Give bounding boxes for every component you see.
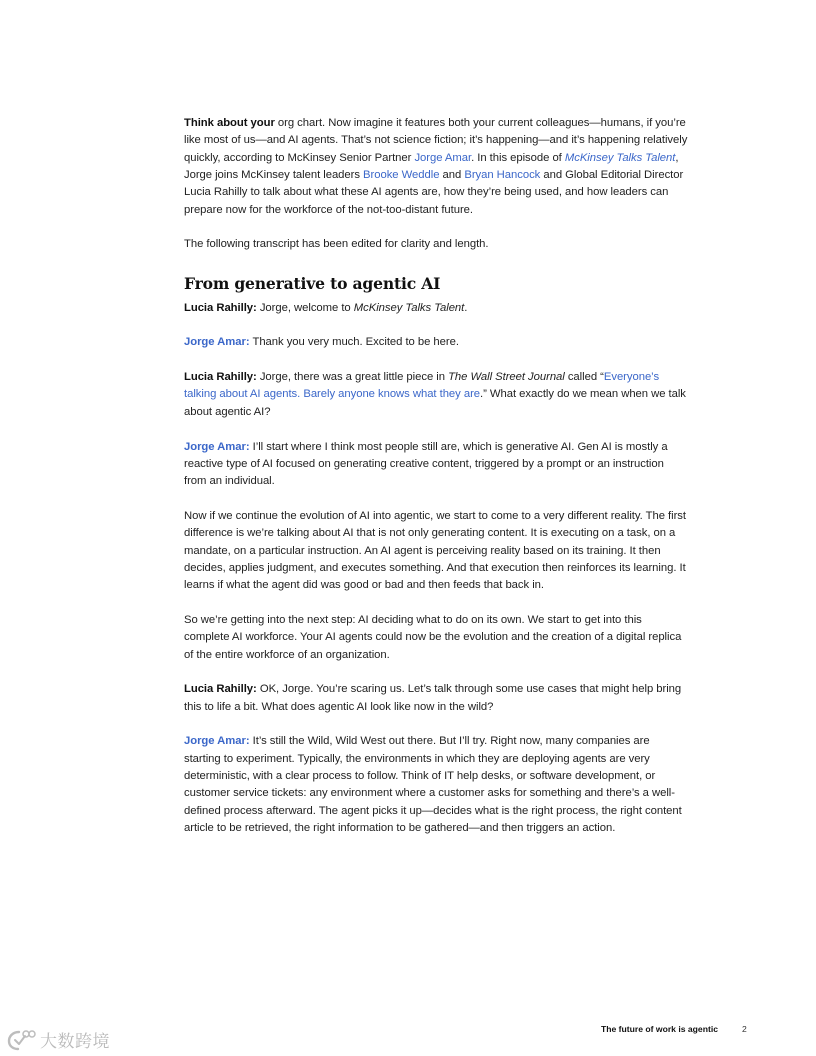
transcript-paragraph: So we’re getting into the next step: AI deciding what to do on its own. We start to get into this complete AI workforce. Your AI agents could now be the evolution and the creation of a digital replica of the entire workforce of an organization. — [184, 613, 682, 661]
footer-title: The future of work is agentic — [601, 1024, 718, 1034]
speaker-label: Lucia Rahilly: — [184, 301, 257, 314]
intro-lead: Think about your — [184, 117, 275, 129]
page-number: 2 — [742, 1024, 747, 1034]
transcript-paragraph: Lucia Rahilly: OK, Jorge. You’re scaring us. Let’s talk through some use cases that might help bring this to life a bit. What does agentic AI look like now in the wild? — [184, 683, 682, 713]
transcript-paragraph: Now if we continue the evolution of AI into agentic, we start to come to a very different reality. The first difference is we’re talking about AI that is not only generating content. It is executing on a task, on a mandate, on a particular instruction. An AI agent is perceiving reality based on its training. It then decides, applies judgment, and executes something. And that execution then reinforces its learning. It learns if what the agent did was good or bad and then feeds that back in. — [184, 509, 686, 592]
intro-paragraph: Think about your org chart. Now imagine it features both your current colleagues—humans, if you’re like most of us—and AI agents. That’s not science fiction; it’s happening—and it’s happening relatively quickly, according to McKinsey Senior Partner Jorge Amar. In this episode of McKinsey Talks Talent, Jorge joins McKinsey talent leaders Brooke Weddle and Bryan Hancock and Global Editorial Director Lucia Rahilly to talk about what these AI agents are, how they’re being used, and how leaders can prepare now for the workforce of the not-too-distant future. — [184, 117, 688, 216]
transcript-paragraph: Lucia Rahilly: Jorge, welcome to McKinsey Talks Talent. — [184, 301, 468, 314]
section-heading: From generative to agentic AI — [184, 273, 441, 293]
show-title: McKinsey Talks Talent — [353, 301, 465, 314]
link-bryan-hancock[interactable]: Bryan Hancock — [464, 169, 541, 182]
link-mckinsey-talks-talent[interactable]: McKinsey Talks Talent — [564, 151, 676, 164]
watermark — [6, 1027, 110, 1052]
speaker-label: Lucia Rahilly: — [184, 683, 257, 696]
speaker-label: Lucia Rahilly: — [184, 371, 257, 384]
link-jorge-amar[interactable]: Jorge Amar — [414, 151, 472, 164]
article-body — [184, 115, 688, 855]
link-brooke-weddle[interactable]: Brooke Weddle — [363, 169, 440, 182]
watermark-logo-icon — [6, 1028, 38, 1052]
transcript-paragraph: Lucia Rahilly: Jorge, there was a great little piece in The Wall Street Journal called “Everyone’s talking about AI agents. Barely anyone knows what they are.” What exactly do we mean when we talk about agentic AI? — [184, 371, 686, 418]
speaker-label: Jorge Amar: — [184, 440, 250, 453]
publication-title: The Wall Street Journal — [448, 371, 565, 384]
transcript-paragraph: Jorge Amar: It’s still the Wild, Wild West out there. But I’ll try. Right now, many companies are starting to experiment. Typically, the environments in which they are deploying agents are very deterministic, with a clear process to follow. Think of IT help desks, or software development, or customer service tickets: any environment where a customer asks for something and there’s a well-defined process afterward. The agent picks it up—decides what is the right process, the right content article to be retrieved, the right information to be gathered—and then triggers an action. — [184, 735, 682, 835]
transcript-paragraph: Jorge Amar: I’ll start where I think most people still are, which is generative AI. Gen AI is mostly a reactive type of AI focused on generating creative content, triggered by a prompt or an instruction from an individual. — [184, 440, 668, 488]
transcript-note: The following transcript has been edited for clarity and length. — [184, 238, 489, 251]
link-wsj-article[interactable]: Everyone’s talking about AI agents. Barely anyone knows what they are — [184, 371, 660, 401]
transcript-paragraph: Jorge Amar: Thank you very much. Excited to be here. — [184, 336, 459, 349]
speaker-label: Jorge Amar: — [184, 336, 250, 349]
watermark-text: 大数跨境 — [40, 1032, 110, 1052]
speaker-label: Jorge Amar: — [184, 735, 250, 748]
